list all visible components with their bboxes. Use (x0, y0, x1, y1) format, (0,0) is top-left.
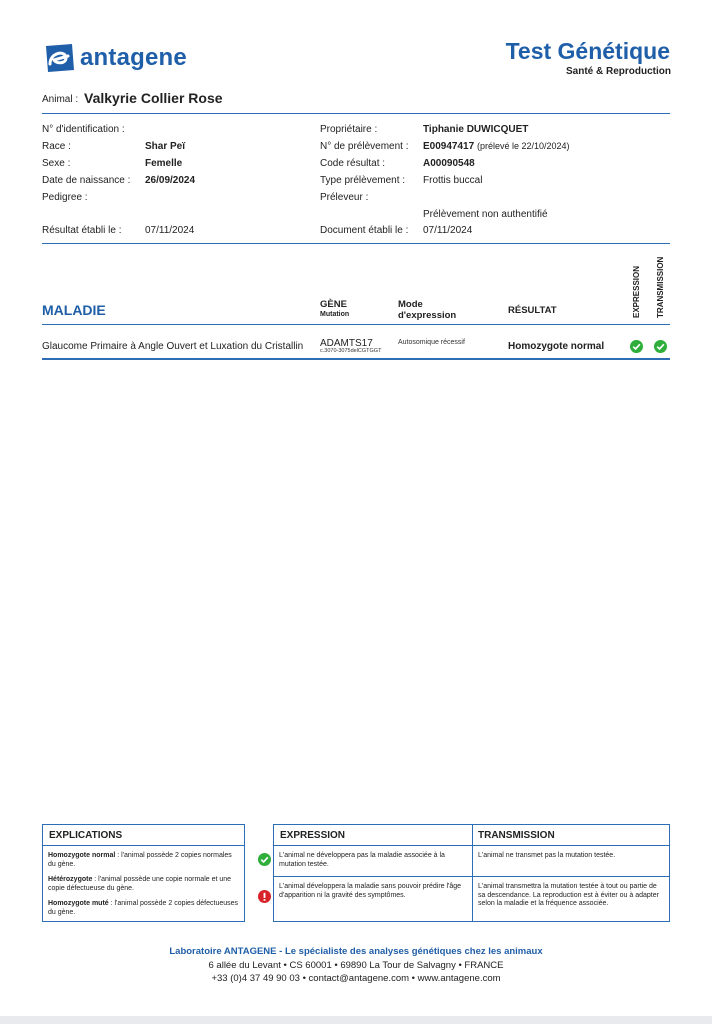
divider (274, 845, 669, 846)
divider (472, 825, 473, 921)
hetero-term: Hétérozygote (48, 876, 93, 883)
transmission-ok-text: L'animal ne transmet pas la mutation testée. (478, 852, 616, 859)
result-date-label: Résultat établi le : (42, 225, 122, 236)
pedigree-label: Pedigree : (42, 192, 88, 203)
antagene-logo-icon (42, 42, 76, 74)
sample-value: E00947417 (423, 141, 475, 152)
legend-ok-icon (258, 853, 271, 866)
race-value: Shar Peï (145, 141, 186, 152)
expression-ok-icon (630, 340, 643, 353)
explication-homo-normal (48, 852, 240, 869)
type-value: Frottis buccal (423, 175, 483, 186)
divider (274, 876, 669, 877)
sample-note: (prélevé le 22/10/2024) (476, 141, 570, 151)
result-header: RÉSULTAT (508, 305, 557, 316)
homo-mute-text: : l'animal possède 2 copies défectueuses du gène. (48, 900, 239, 916)
sexe-value: Femelle (145, 158, 183, 169)
divider (42, 324, 670, 325)
sample-label: N° de prélèvement : (320, 141, 409, 152)
id-label: N° d'identification : (42, 124, 125, 135)
homo-normal-text: : l'animal possède 2 copies normales du gène. (48, 852, 232, 868)
dob-value: 26/09/2024 (145, 175, 196, 186)
doc-date-value: 07/11/2024 (423, 225, 473, 236)
mode-header-1: Mode (398, 299, 423, 310)
expression-header: EXPRESSION (632, 265, 641, 318)
report-title: Test Génétique (505, 38, 670, 64)
owner-value: Tiphanie DUWICQUET (423, 124, 529, 135)
dob-label: Date de naissance : (42, 175, 131, 186)
result-date-value: 07/11/2024 (145, 225, 195, 236)
sexe-label: Sexe : (42, 158, 71, 169)
divider (42, 113, 670, 114)
footer-contact: +33 (0)4 37 49 90 03 • contact@antagene.com • www.antagene.com (211, 973, 501, 984)
collector-label: Préleveur : (320, 192, 369, 203)
divider (42, 358, 670, 360)
mutation-subheader: Mutation (320, 311, 350, 318)
mutation-name: c.3070-3075delCGTGGT (320, 348, 382, 354)
transmission-bad-text: L'animal transmettra la mutation testée à tout ou partie de sa descendance. La reproduction est à éviter ou à adapter selon la maladie et la fréquence associée. (478, 883, 659, 908)
homo-mute-term: Homozygote muté (48, 900, 109, 907)
legend-box (273, 824, 670, 922)
expression-bad-text: L'animal développera la maladie sans pouvoir prédire l'âge d'apparition ni la gravité des symptômes. (279, 883, 462, 899)
transmission-title: TRANSMISSION (478, 830, 555, 841)
type-label: Type prélèvement : (320, 175, 406, 186)
report-subtitle: Santé & Reproduction (565, 66, 671, 77)
authenticity-note: Prélèvement non authentifié (423, 209, 548, 220)
explications-title: EXPLICATIONS (49, 830, 123, 841)
code-value: A00090548 (423, 158, 475, 169)
disease-name: Glaucome Primaire à Angle Ouvert et Luxation du Cristallin (42, 341, 304, 352)
code-label: Code résultat : (320, 158, 386, 169)
transmission-header: TRANSMISSION (656, 256, 665, 318)
explication-hetero (48, 876, 240, 893)
gene-header: GÈNE (320, 299, 347, 310)
result-value: Homozygote normal (508, 341, 605, 352)
mode-header-2: d'expression (398, 310, 457, 321)
expression-ok-text: L'animal ne développera pas la maladie associée à la mutation testée. (279, 852, 445, 868)
animal-label: Animal : (42, 94, 79, 105)
divider (42, 243, 670, 244)
footer-address: 6 allée du Levant • CS 60001 • 69890 La Tour de Salvagny • FRANCE (208, 960, 504, 971)
race-label: Race : (42, 141, 71, 152)
legend-alert-icon (258, 890, 271, 903)
brand-name: antagene (80, 44, 187, 71)
explication-homo-mute (48, 900, 240, 917)
footer-lab: Laboratoire ANTAGENE - Le spécialiste des analyses génétiques chez les animaux (169, 946, 543, 957)
owner-label: Propriétaire : (320, 124, 378, 135)
divider (43, 845, 244, 846)
explications-box (42, 824, 245, 922)
animal-name: Valkyrie Collier Rose (84, 90, 223, 106)
gene-name: ADAMTS17 (320, 338, 373, 349)
hetero-text: : l'animal possède une copie normale et une copie défectueuse du gène. (48, 876, 232, 892)
expression-title: EXPRESSION (280, 830, 346, 841)
mode-value: Autosomique récessif (398, 339, 465, 346)
homo-normal-term: Homozygote normal (48, 852, 116, 859)
transmission-ok-icon (654, 340, 667, 353)
doc-date-label: Document établi le : (320, 225, 409, 236)
sample-row (423, 141, 570, 152)
disease-heading: MALADIE (42, 302, 106, 318)
